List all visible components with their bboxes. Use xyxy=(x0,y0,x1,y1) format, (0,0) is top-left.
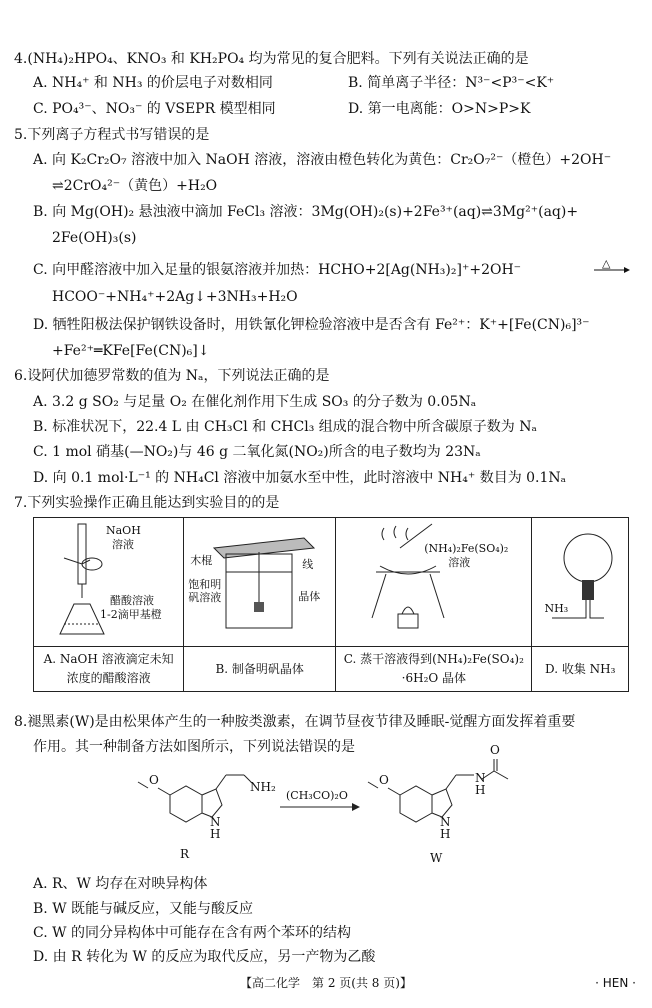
q4-option-a: A. NH₄⁺ 和 NH₃ 的价层电子对数相同 xyxy=(33,75,273,91)
figure-c-cell xyxy=(336,518,532,647)
figure-c-label-salt: (NH₄)₂Fe(SO₄)₂ xyxy=(424,542,509,555)
r-compound-label: R xyxy=(180,847,190,861)
w-carbonyl-o-label: O xyxy=(490,743,500,757)
q5-option-d-line2: +Fe²⁺═KFe[Fe(CN)₆]↓ xyxy=(52,343,210,359)
q6-stem: 6.设阿伏加德罗常数的值为 Nₐ，下列说法正确的是 xyxy=(14,368,330,384)
w-oxygen-label: O xyxy=(379,773,389,787)
q6-option-c: C. 1 mol 硝基(—NO₂)与 46 g 二氧化氮(NO₂)所含的电子数均为 23Nₐ xyxy=(33,444,481,460)
figure-b-label-crystal: 晶体 xyxy=(298,590,321,603)
reagent-label: (CH₃CO)₂O xyxy=(286,789,348,802)
q7-experiment-table xyxy=(33,517,629,692)
w-indole-h-label: H xyxy=(440,827,451,841)
q8-stem-line1: 8.褪黑素(W)是由松果体产生的一种胺类激素，在调节昼夜节律及睡眠-觉醒方面发挥着重要 xyxy=(14,714,576,730)
r-indole-n-label: N xyxy=(210,815,221,829)
figure-a-label-indicator: 1-2滴甲基橙 xyxy=(100,608,162,621)
figure-b-label-saturated: 饱和明 xyxy=(188,578,222,591)
evaporation-dish-icon xyxy=(336,518,532,646)
figure-d-label-nh3: NH₃ xyxy=(544,602,569,615)
w-amide-h-label: H xyxy=(475,783,486,797)
q6-option-d: D. 向 0.1 mol·L⁻¹ 的 NH₄Cl 溶液中加氨水至中性，此时溶液中 NH₄⁺ 数目为 0.1Nₐ xyxy=(33,470,567,486)
r-indole-h-label: H xyxy=(210,827,221,841)
melatonin-synthesis-icon xyxy=(130,755,530,865)
q6-option-a: A. 3.2 g SO₂ 与足量 O₂ 在催化剂作用下生成 SO₃ 的分子数为 0.05Nₐ xyxy=(33,394,477,410)
figure-a-label-acetic: 醋酸溶液 xyxy=(110,594,154,607)
figure-b-cell xyxy=(184,518,336,647)
w-indole-n-label: N xyxy=(440,815,451,829)
q8-option-c: C. W 的同分异构体中可能存在含有两个苯环的结构 xyxy=(33,925,351,941)
titration-apparatus-icon xyxy=(34,518,184,646)
figure-a-cell xyxy=(34,518,184,647)
w-compound-label: W xyxy=(430,851,443,865)
q5-option-a-line1: A. 向 K₂Cr₂O₇ 溶液中加入 NaOH 溶液，溶液由橙色转化为黄色：Cr₂O₇²⁻（橙色）+2OH⁻ xyxy=(33,152,612,168)
option-a-caption: A. NaOH 溶液滴定未知 浓度的醋酸溶液 xyxy=(34,647,184,692)
q6-option-b: B. 标准状况下，22.4 L 由 CH₃Cl 和 CHCl₃ 组成的混合物中所含碳原子数为 Nₐ xyxy=(33,419,537,435)
q8-option-b: B. W 既能与碱反应，又能与酸反应 xyxy=(33,901,254,917)
option-d-caption: D. 收集 NH₃ xyxy=(532,647,629,692)
figure-b-label-thread: 线 xyxy=(302,558,314,571)
q8-stem-line2: 作用。其一种制备方法如图所示，下列说法错误的是 xyxy=(33,739,355,755)
figure-b-label-alum: 矾溶液 xyxy=(188,591,222,604)
q4-stem: 4.(NH₄)₂HPO₄、KNO₃ 和 KH₂PO₄ 均为常见的复合肥料。下列有关说法正确的是 xyxy=(14,51,529,67)
q5-option-c-line1: C. 向甲醛溶液中加入足量的银氨溶液并加热：HCHO+2[Ag(NH₃)₂]⁺+2OH⁻ xyxy=(33,262,522,278)
figure-a-label-naoh: NaOH xyxy=(106,524,141,537)
q4-option-c: C. PO₄³⁻、NO₃⁻ 的 VSEPR 模型相同 xyxy=(33,101,276,117)
figure-c-label-solution: 溶液 xyxy=(448,556,471,569)
q8-option-d: D. 由 R 转化为 W 的反应为取代反应，另一产物为乙酸 xyxy=(33,949,376,965)
q5-stem: 5.下列离子方程式书写错误的是 xyxy=(14,127,210,143)
q5-option-d-line1: D. 牺牲阳极法保护钢铁设备时，用铁氰化钾检验溶液中是否含有 Fe²⁺：K⁺+[Fe(CN)₆]³⁻ xyxy=(33,317,590,333)
q4-option-d: D. 第一电离能：O>N>P>K xyxy=(348,101,531,117)
exam-code: · HEN · xyxy=(595,976,636,990)
q5-option-c-line2: HCOO⁻+NH₄⁺+2Ag↓+3NH₃+H₂O xyxy=(52,289,298,305)
q7-stem: 7.下列实验操作正确且能达到实验目的的是 xyxy=(14,495,280,511)
q8-option-a: A. R、W 均存在对映异构体 xyxy=(33,876,208,892)
w-amide-n-label: N xyxy=(475,771,486,785)
figure-a-label-solution: 溶液 xyxy=(112,538,134,551)
r-oxygen-label: O xyxy=(149,773,159,787)
gas-collection-flask-icon xyxy=(532,518,628,646)
r-amine-label: NH₂ xyxy=(250,780,276,794)
figure-d-cell xyxy=(532,518,629,647)
heat-symbol: △ xyxy=(602,257,611,270)
option-c-caption: C. 蒸干溶液得到(NH₄)₂Fe(SO₄)₂ ·6H₂O 晶体 xyxy=(336,647,532,692)
page-footer: 【高二化学 第 2 页(共 8 页)】 xyxy=(240,976,412,990)
q4-option-b: B. 简单离子半径：N³⁻<P³⁻<K⁺ xyxy=(348,75,555,91)
q5-option-b-line2: 2Fe(OH)₃(s) xyxy=(52,230,137,246)
q5-option-a-line2: ⇌2CrO₄²⁻（黄色）+H₂O xyxy=(52,178,218,194)
figure-b-label-stick: 木棍 xyxy=(190,554,213,567)
reaction-arrow-icon xyxy=(594,266,630,274)
option-b-caption: B. 制备明矾晶体 xyxy=(184,647,336,692)
q5-option-b-line1: B. 向 Mg(OH)₂ 悬浊液中滴加 FeCl₃ 溶液：3Mg(OH)₂(s)+2Fe³⁺(aq)⇌3Mg²⁺(aq)+ xyxy=(33,204,579,220)
